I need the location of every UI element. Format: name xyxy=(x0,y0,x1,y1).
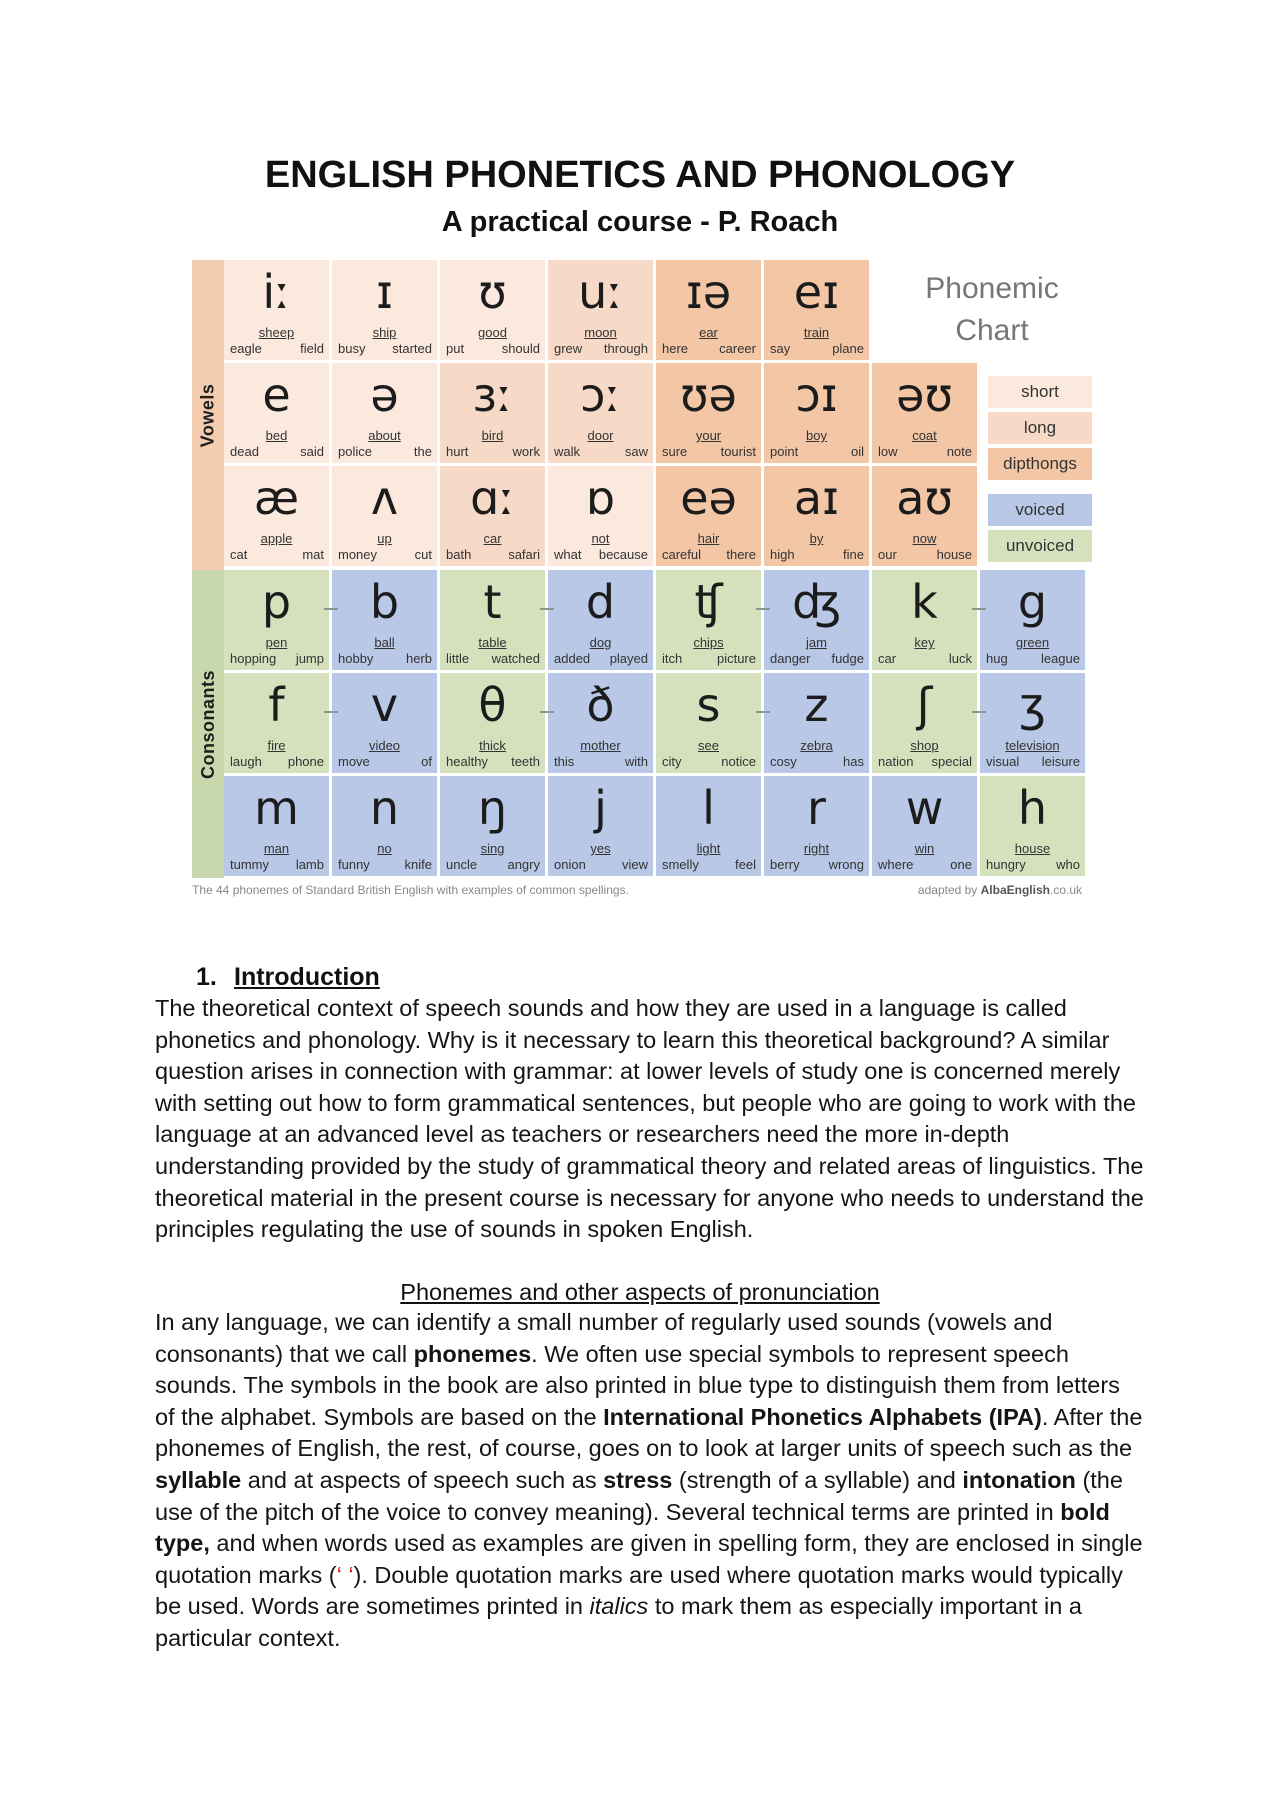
phoneme-example: house xyxy=(936,547,972,562)
phoneme-symbol: ɑː xyxy=(470,471,515,525)
phoneme-keyword: pen xyxy=(265,635,288,650)
phoneme-example: police xyxy=(338,444,372,459)
phoneme-example: hobby xyxy=(338,651,374,666)
phoneme-keyword: boy xyxy=(806,428,827,443)
phoneme-keyword: your xyxy=(695,428,722,443)
document-title: ENGLISH PHONETICS AND PHONOLOGY xyxy=(264,154,1016,196)
phoneme-example: oil xyxy=(850,444,864,459)
phoneme-cell xyxy=(332,466,439,568)
phoneme-cell xyxy=(332,570,439,672)
phoneme-cell xyxy=(548,776,655,878)
phoneme-example: bath xyxy=(446,547,472,562)
phoneme-keyword: hair xyxy=(697,531,720,546)
phoneme-symbol: eɪ xyxy=(793,265,840,319)
phoneme-example: work xyxy=(512,444,540,459)
phoneme-keyword: win xyxy=(914,841,935,856)
phoneme-example: itch xyxy=(662,651,683,666)
phoneme-symbol: b xyxy=(369,575,400,629)
phoneme-example: league xyxy=(1040,651,1080,666)
phoneme-symbol: aɪ xyxy=(793,471,840,525)
phoneme-symbol: ɔː xyxy=(580,368,621,422)
phoneme-cell xyxy=(440,260,547,362)
phoneme-symbol: d xyxy=(585,575,616,629)
phoneme-example: high xyxy=(770,547,795,562)
phoneme-example: cut xyxy=(414,547,432,562)
phoneme-example: with xyxy=(624,754,648,769)
phoneme-keyword: mother xyxy=(580,738,621,753)
phoneme-example: fine xyxy=(843,547,864,562)
phoneme-example: special xyxy=(931,754,972,769)
phoneme-example: move xyxy=(338,754,370,769)
phoneme-symbol: æ xyxy=(253,471,300,525)
phoneme-example: little xyxy=(446,651,470,666)
phoneme-keyword: about xyxy=(368,428,401,443)
phoneme-keyword: thick xyxy=(479,738,506,753)
phoneme-example: here xyxy=(662,341,689,356)
phoneme-example: hopping xyxy=(230,651,277,666)
phoneme-cell xyxy=(440,363,547,465)
phoneme-symbol: ʊə xyxy=(680,368,737,422)
phoneme-keyword: bed xyxy=(265,428,288,443)
phoneme-symbol: l xyxy=(702,781,715,835)
phoneme-example: hurt xyxy=(446,444,469,459)
phoneme-symbol: m xyxy=(254,781,299,835)
phoneme-cell xyxy=(440,466,547,568)
phoneme-example: tummy xyxy=(230,857,269,872)
phoneme-cell xyxy=(764,260,871,362)
legend-voiced: voiced xyxy=(988,494,1092,526)
phoneme-example: where xyxy=(878,857,914,872)
phoneme-example: cosy xyxy=(770,754,797,769)
phoneme-cell xyxy=(656,363,763,465)
phoneme-example: who xyxy=(1056,857,1080,872)
phoneme-example: tourist xyxy=(720,444,756,459)
phoneme-example: walk xyxy=(554,444,581,459)
phoneme-symbol: ɪə xyxy=(685,265,732,319)
phoneme-cell xyxy=(872,673,979,775)
phoneme-cell xyxy=(548,673,655,775)
phoneme-example: jump xyxy=(295,651,324,666)
phoneme-example: knife xyxy=(404,857,432,872)
phoneme-symbol: ʧ xyxy=(694,575,723,629)
phoneme-example: note xyxy=(946,444,972,459)
phoneme-keyword: zebra xyxy=(800,738,833,753)
phoneme-example: hungry xyxy=(986,857,1026,872)
phoneme-example: angry xyxy=(507,857,540,872)
legend-short: short xyxy=(988,376,1092,408)
phoneme-symbol: əʊ xyxy=(896,368,953,422)
phoneme-example: uncle xyxy=(446,857,478,872)
phoneme-example: berry xyxy=(770,857,800,872)
document-subtitle: A practical course - P. Roach xyxy=(441,206,839,238)
phoneme-symbol: aʊ xyxy=(896,471,953,525)
phoneme-cell xyxy=(764,673,871,775)
phoneme-keyword: door xyxy=(587,428,614,443)
phoneme-cell xyxy=(548,363,655,465)
phoneme-cell xyxy=(332,673,439,775)
phoneme-example: there xyxy=(726,547,756,562)
phoneme-keyword: chips xyxy=(693,635,724,650)
phoneme-keyword: moon xyxy=(584,325,617,340)
phoneme-example: cat xyxy=(230,547,248,562)
phoneme-symbol: eə xyxy=(680,471,737,525)
phoneme-example: sure xyxy=(662,444,688,459)
phoneme-example: said xyxy=(300,444,324,459)
phoneme-keyword: by xyxy=(809,531,824,546)
phoneme-keyword: no xyxy=(377,841,392,856)
phoneme-keyword: up xyxy=(377,531,392,546)
phoneme-example: money xyxy=(338,547,378,562)
phoneme-cell xyxy=(656,776,763,878)
voicing-pair-connector xyxy=(756,711,770,713)
phoneme-symbol: ɜː xyxy=(472,368,513,422)
phoneme-cell xyxy=(764,570,871,672)
phoneme-symbol: t xyxy=(483,575,502,629)
phoneme-symbol: θ xyxy=(478,678,507,732)
phoneme-symbol: ɪ xyxy=(375,265,394,319)
phoneme-symbol: j xyxy=(594,781,607,835)
phoneme-example: one xyxy=(950,857,972,872)
phoneme-cell xyxy=(224,466,331,568)
chart-title: Phonemic Chart xyxy=(925,272,1059,347)
voicing-pair-connector xyxy=(324,608,338,610)
phoneme-keyword: man xyxy=(263,841,290,856)
phoneme-example: point xyxy=(770,444,799,459)
phoneme-cell xyxy=(764,466,871,568)
phoneme-symbol: ŋ xyxy=(477,781,508,835)
phoneme-example: started xyxy=(392,341,432,356)
phoneme-example: careful xyxy=(662,547,702,562)
phonemic-chart xyxy=(192,260,1094,897)
phoneme-cell xyxy=(224,673,331,775)
phoneme-keyword: table xyxy=(478,635,507,650)
phoneme-example: wrong xyxy=(828,857,864,872)
phoneme-cell xyxy=(224,363,331,465)
phoneme-example: through xyxy=(603,341,648,356)
phoneme-example: should xyxy=(501,341,540,356)
phoneme-example: busy xyxy=(338,341,366,356)
phoneme-keyword: television xyxy=(1005,738,1060,753)
phoneme-keyword: car xyxy=(483,531,502,546)
phoneme-keyword: light xyxy=(696,841,721,856)
phoneme-symbol: ɒ xyxy=(585,471,616,525)
phoneme-symbol: z xyxy=(804,678,829,732)
phoneme-keyword: house xyxy=(1014,841,1051,856)
phoneme-cell xyxy=(548,260,655,362)
phoneme-example: fudge xyxy=(831,651,864,666)
phoneme-example: grew xyxy=(554,341,583,356)
phoneme-example: played xyxy=(609,651,648,666)
phoneme-cell xyxy=(872,466,979,568)
phoneme-keyword: key xyxy=(914,635,935,650)
phoneme-example: healthy xyxy=(446,754,488,769)
phoneme-example: view xyxy=(621,857,648,872)
phoneme-keyword: see xyxy=(698,738,719,753)
phoneme-example: this xyxy=(554,754,575,769)
phoneme-example: notice xyxy=(721,754,756,769)
phoneme-keyword: dog xyxy=(589,635,612,650)
phoneme-symbol: p xyxy=(261,575,292,629)
phoneme-keyword: ship xyxy=(372,325,397,340)
phoneme-example: danger xyxy=(770,651,811,666)
phoneme-cell xyxy=(656,466,763,568)
phoneme-example: dead xyxy=(230,444,259,459)
phoneme-symbol: ʌ xyxy=(370,471,399,525)
phoneme-example: has xyxy=(843,754,864,769)
voicing-pair-connector xyxy=(972,711,986,713)
phoneme-symbol: w xyxy=(905,781,944,835)
phoneme-example: teeth xyxy=(511,754,540,769)
phoneme-cell xyxy=(872,570,979,672)
phonemes-paragraph: In any language, we can identify a small number of regularly used sounds (vowels and consonants) that we call phonemes. We often use special symbols to represent speech sounds. The symbols in the book are also printed in blue type to distinguish them from letters of the alphabet. Symbols are based on the International Phonetics Alphabets (IPA). After the phonemes of English, the rest, of course, goes on to look at larger units of speech such as the syllable and at aspects of speech such as stress (strength of a syllable) and intonation (the use of the pitch of the voice to convey meaning). Several technical terms are printed in bold type, and when words used as examples are given in spelling form, they are enclosed in single quotation marks (‘ ‘). Double quotation marks are used where quotation marks would typically be used. Words are sometimes printed in italics to mark them as especially important in a particular context. xyxy=(155,1309,1143,1651)
phoneme-example: luck xyxy=(948,651,972,666)
phoneme-example: funny xyxy=(338,857,370,872)
phoneme-example: career xyxy=(719,341,756,356)
consonants-side-label: Consonants xyxy=(192,570,224,878)
phoneme-example: laugh xyxy=(230,754,262,769)
phoneme-example: the xyxy=(413,444,432,459)
phoneme-keyword: now xyxy=(912,531,937,546)
phoneme-keyword: ball xyxy=(374,635,395,650)
vowels-side-label: Vowels xyxy=(192,260,224,570)
phoneme-symbol: e xyxy=(262,368,291,422)
phoneme-keyword: green xyxy=(1015,635,1050,650)
phoneme-cell xyxy=(764,776,871,878)
phoneme-keyword: fire xyxy=(267,738,286,753)
phoneme-cell xyxy=(548,570,655,672)
phoneme-cell xyxy=(224,570,331,672)
phoneme-keyword: right xyxy=(803,841,830,856)
voicing-pair-connector xyxy=(756,608,770,610)
phoneme-cell xyxy=(332,260,439,362)
legend-unvoiced: unvoiced xyxy=(988,530,1092,562)
phoneme-symbol: ʃ xyxy=(916,678,933,732)
phoneme-symbol: k xyxy=(911,575,938,629)
phoneme-symbol: s xyxy=(696,678,721,732)
phoneme-keyword: good xyxy=(478,325,507,340)
phoneme-symbol: ə xyxy=(370,368,399,422)
phoneme-symbol: r xyxy=(807,781,826,835)
phoneme-keyword: video xyxy=(368,738,401,753)
phoneme-cell xyxy=(440,673,547,775)
phoneme-cell xyxy=(764,363,871,465)
phoneme-example: watched xyxy=(491,651,540,666)
phoneme-keyword: apple xyxy=(260,531,293,546)
phoneme-cell xyxy=(224,260,331,362)
introduction-paragraph: The theoretical context of speech sounds and how they are used in a language is called phonetics and phonology. Why is it necessary to learn this theoretical background? A similar question arises in connection with grammar: at lower levels of study one is concerned merely with setting out how to form grammatical sentences, but people who are going to work with the language at an advanced level as teachers or researchers need the more in-depth understanding provided by the study of grammatical theory and related areas of linguistics. The theoretical material in the present course is necessary for anyone who needs to understand the principles regulating the use of sounds in spoken English. xyxy=(155,995,1144,1243)
phoneme-keyword: ear xyxy=(699,325,718,340)
phoneme-example: eagle xyxy=(230,341,262,356)
phoneme-symbol: iː xyxy=(262,265,291,319)
phoneme-cell xyxy=(656,673,763,775)
phoneme-example: city xyxy=(662,754,682,769)
phoneme-cell xyxy=(656,260,763,362)
phoneme-symbol: ʤ xyxy=(792,575,841,629)
phoneme-example: safari xyxy=(508,547,540,562)
phoneme-example: field xyxy=(300,341,324,356)
phoneme-keyword: yes xyxy=(590,841,611,856)
phoneme-example: car xyxy=(878,651,897,666)
legend-long: long xyxy=(988,412,1092,444)
voicing-pair-connector xyxy=(972,608,986,610)
phoneme-keyword: shop xyxy=(910,738,939,753)
phoneme-cell xyxy=(224,776,331,878)
voicing-pair-connector xyxy=(540,608,554,610)
phoneme-example: visual xyxy=(986,754,1020,769)
phoneme-symbol: n xyxy=(369,781,400,835)
phoneme-example: because xyxy=(598,547,648,562)
phoneme-keyword: coat xyxy=(912,428,937,443)
subsection-heading: Phonemes and other aspects of pronunciation xyxy=(400,1279,880,1305)
phoneme-keyword: sing xyxy=(480,841,505,856)
phoneme-symbol: h xyxy=(1017,781,1048,835)
phoneme-symbol: ʊ xyxy=(478,265,507,319)
voicing-pair-connector xyxy=(324,711,338,713)
chart-credit: adapted by AlbaEnglish.co.uk xyxy=(917,883,1082,897)
voicing-pair-connector xyxy=(540,711,554,713)
phoneme-symbol: f xyxy=(268,678,285,732)
phoneme-symbol: ð xyxy=(586,678,615,732)
phoneme-example: picture xyxy=(716,651,756,666)
phoneme-cell xyxy=(980,570,1087,672)
phoneme-example: phone xyxy=(287,754,324,769)
phoneme-cell xyxy=(980,776,1087,878)
phoneme-example: what xyxy=(554,547,582,562)
phoneme-example: lamb xyxy=(295,857,324,872)
phoneme-example: herb xyxy=(405,651,432,666)
phoneme-symbol: ʒ xyxy=(1019,678,1046,732)
phoneme-example: of xyxy=(421,754,432,769)
phoneme-keyword: train xyxy=(803,325,830,340)
phoneme-example: saw xyxy=(624,444,648,459)
phoneme-cell xyxy=(980,673,1087,775)
phoneme-cell xyxy=(872,776,979,878)
phoneme-example: hug xyxy=(986,651,1008,666)
phoneme-keyword: not xyxy=(591,531,610,546)
phoneme-example: smelly xyxy=(662,857,699,872)
phoneme-keyword: sheep xyxy=(258,325,295,340)
phoneme-cell xyxy=(548,466,655,568)
phoneme-cell xyxy=(656,570,763,672)
phoneme-symbol: v xyxy=(370,678,399,732)
phoneme-cell xyxy=(440,776,547,878)
phoneme-cell xyxy=(332,776,439,878)
phoneme-symbol: ɔɪ xyxy=(795,368,838,422)
phoneme-example: our xyxy=(878,547,897,562)
phoneme-symbol: uː xyxy=(578,265,623,319)
phoneme-example: low xyxy=(878,444,898,459)
phoneme-example: nation xyxy=(878,754,914,769)
phoneme-cell xyxy=(332,363,439,465)
section-heading-introduction: 1. Introduction xyxy=(196,963,380,991)
phoneme-example: say xyxy=(770,341,791,356)
phoneme-cell xyxy=(872,363,979,465)
phoneme-symbol: g xyxy=(1017,575,1048,629)
chart-caption: The 44 phonemes of Standard British English with examples of common spellings. xyxy=(192,883,629,897)
phoneme-cell xyxy=(440,570,547,672)
phoneme-example: leisure xyxy=(1041,754,1080,769)
phoneme-keyword: bird xyxy=(481,428,504,443)
phoneme-example: plane xyxy=(832,341,864,356)
phoneme-example: put xyxy=(446,341,465,356)
phoneme-example: mat xyxy=(302,547,324,562)
legend-dipthongs: dipthongs xyxy=(988,448,1092,480)
phoneme-example: added xyxy=(554,651,591,666)
phoneme-example: onion xyxy=(554,857,586,872)
phoneme-keyword: jam xyxy=(806,635,827,650)
phoneme-example: feel xyxy=(735,857,756,872)
